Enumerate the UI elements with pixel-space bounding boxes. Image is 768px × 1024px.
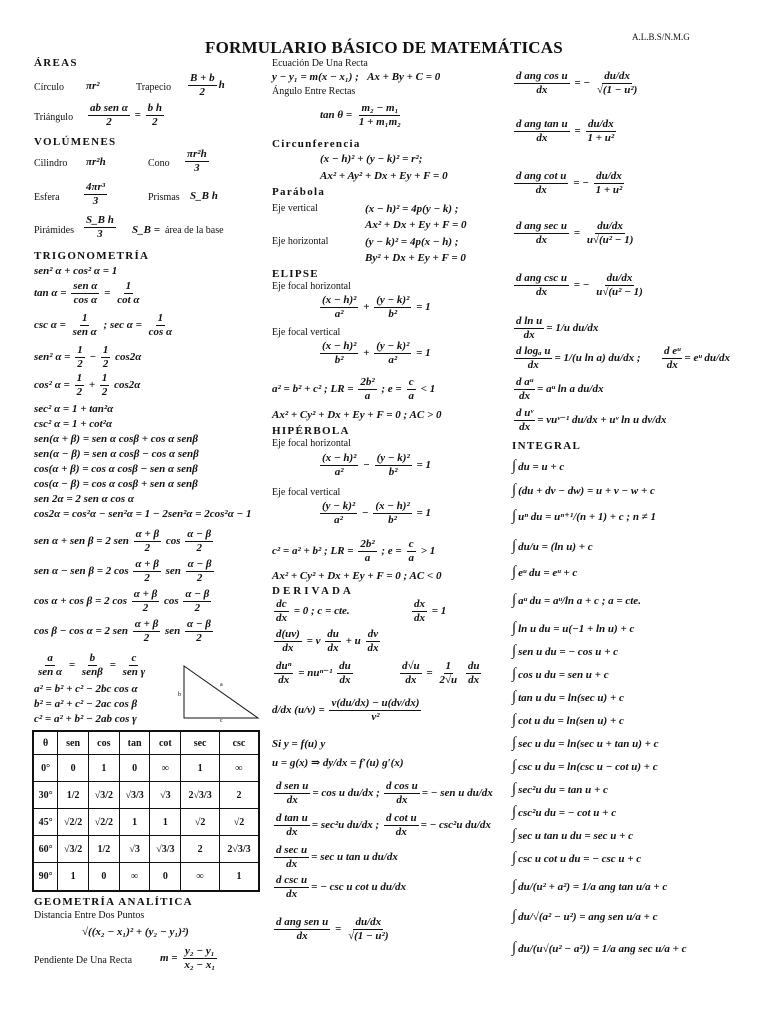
table-header-cell: csc bbox=[219, 731, 259, 755]
angle-between-lines-label: Ángulo Entre Rectas bbox=[272, 86, 356, 97]
line-equation-label: Ecuación De Una Recta bbox=[272, 58, 368, 69]
trig-sum-to-product-1: sen α + sen β = 2 sen $\frac{\alpha + \beta}{2}$ cos $\frac{\alpha - \beta}{2}$ bbox=[34, 528, 212, 554]
parabola-vertical-eq1: (x − h)² = 4p(y − k) ; bbox=[365, 203, 459, 215]
parabola-horizontal-label: Eje horizontal bbox=[272, 236, 329, 247]
hyperbola-horizontal-eq: $\frac{\text{(x − h)²}}{\text{a²}}$ − $\frac{\text{(y − k)²}}{\text{b²}}$ = 1 bbox=[322, 452, 432, 478]
cone-label: Cono bbox=[148, 158, 170, 169]
triangle-formula: $\frac{\text{ab sen α}}{2}$ = $\frac{\text{b h}}{2}$ bbox=[90, 102, 163, 128]
trig-sen-diff: sen(α − β) = sen α cosβ − cos α senβ bbox=[34, 448, 199, 460]
table-cell: 2 bbox=[181, 836, 220, 863]
parabola-vertical-eq2: Ax² + Dx + Ey + F = 0 bbox=[365, 219, 467, 231]
integral-formula-text: tan u du = ln(sec u) + c bbox=[518, 692, 624, 704]
integral-formula bbox=[512, 689, 624, 706]
volumes-heading: VOLÚMENES bbox=[34, 136, 117, 148]
integral-formula bbox=[512, 592, 641, 609]
integral-formula-text: sec²u du = tan u + c bbox=[518, 784, 608, 796]
integral-sign-icon: ∫ bbox=[512, 712, 517, 728]
integral-formula bbox=[512, 564, 577, 581]
trig-cos-diff: cos(α − β) = cos α cosβ + sen α senβ bbox=[34, 478, 198, 490]
integral-formula bbox=[512, 620, 634, 637]
sb-description: área de la base bbox=[165, 225, 224, 236]
areas-heading: ÁREAS bbox=[34, 57, 78, 69]
integral-formula-text: cot u du = ln(sen u) + c bbox=[518, 715, 624, 727]
derivative-identity: $\frac{dx}{dx}$ = 1 bbox=[414, 598, 447, 624]
law-of-cosines-c: c² = a² + b² − 2ab cos γ bbox=[34, 713, 137, 725]
integral-formula-text: cos u du = sen u + c bbox=[518, 669, 609, 681]
ellipse-horizontal-label: Eje focal horizontal bbox=[272, 281, 351, 292]
table-row bbox=[33, 782, 259, 809]
integral-formula bbox=[512, 666, 609, 683]
derivative-cos: $\frac{\text{d cos u}}{dx}$ = − sen u du/dx bbox=[386, 780, 493, 806]
trig-sen2-half: sen² α = $\frac{1}{2}$ − $\frac{1}{2}$ cos2α bbox=[34, 344, 142, 370]
hyperbola-vertical-label: Eje focal vertical bbox=[272, 487, 341, 498]
integral-formula-text: du/(u² + a²) = 1/a ang tan u/a + c bbox=[518, 881, 668, 893]
integral-formula-text: uⁿ du = uⁿ⁺¹/(n + 1) + c ; n ≠ 1 bbox=[518, 511, 656, 523]
derivative-arccos: $\frac{\text{d ang cos u}}{dx}$ = − $\frac{du/dx}{\text{√(1 − u²)}}$ bbox=[516, 70, 638, 96]
chain-rule-line2: u = g(x) ⇒ dy/dx = f′(u) g′(x) bbox=[272, 757, 404, 769]
distance-label: Distancia Entre Dos Puntos bbox=[34, 910, 145, 921]
integral-sign-icon: ∫ bbox=[512, 758, 517, 774]
trig-identity-pythag: sen² α + cos² α = 1 bbox=[34, 265, 118, 277]
table-cell: √2/2 bbox=[88, 809, 119, 836]
table-row bbox=[33, 809, 259, 836]
integral-formula-text: sec u du = ln(sec u + tan u) + c bbox=[518, 738, 659, 750]
trig-csc-sec-def: csc α = $\frac{1}{\text{sen α}}$ ; sec α = $\frac{1}{\text{cos α}}$ bbox=[34, 312, 173, 338]
integral-sign-icon: ∫ bbox=[512, 592, 517, 608]
integral-sign-icon: ∫ bbox=[512, 781, 517, 797]
trig-csc2: csc² α = 1 + cot²α bbox=[34, 418, 113, 430]
derivative-power: $\frac{\text{duⁿ}}{dx}$ = nuⁿ⁻¹ $\frac{du}{dx}$ bbox=[276, 660, 351, 686]
trig-sec2: sec² α = 1 + tan²α bbox=[34, 403, 114, 415]
line-equation: y − y₁ = m(x − x₁) ; Ax + By + C = 0 bbox=[272, 71, 441, 83]
table-row bbox=[33, 755, 259, 782]
table-header-cell: θ bbox=[33, 731, 58, 755]
integral-sign-icon: ∫ bbox=[512, 620, 517, 636]
table-header-cell: sec bbox=[181, 731, 220, 755]
table-header-cell: sen bbox=[58, 731, 89, 755]
sphere-formula: $\frac{\text{4πr³}}{3}$ bbox=[86, 181, 106, 207]
integral-sign-icon: ∫ bbox=[512, 878, 517, 894]
law-of-cosines-b: b² = a² + c² − 2ac cos β bbox=[34, 698, 138, 710]
table-cell: 0° bbox=[33, 755, 58, 782]
page-title: FORMULARIO BÁSICO DE MATEMÁTICAS bbox=[205, 38, 563, 57]
svg-text:a: a bbox=[220, 682, 223, 688]
integral-sign-icon: ∫ bbox=[512, 689, 517, 705]
integral-formula-text: du/(u√(u² − a²)) = 1/a ang sec u/a + c bbox=[518, 943, 687, 955]
integral-sign-icon: ∫ bbox=[512, 538, 517, 554]
table-row bbox=[33, 863, 259, 891]
derivative-arcsec: $\frac{\text{d ang sec u}}{dx}$ = $\frac{du/dx}{\text{u√(u² − 1)}}$ bbox=[516, 220, 634, 246]
table-cell: 1/2 bbox=[58, 782, 89, 809]
trapezoid-formula: $\frac{B + b}{2}$ h bbox=[190, 72, 225, 98]
table-cell: 2√3/3 bbox=[219, 836, 259, 863]
angle-between-lines-formula: tan θ = $\frac{\text{m₂ − m₁}}{\text{1 + m₁m₂}}$ bbox=[320, 102, 401, 128]
hyperbola-heading: HIPÉRBOLA bbox=[272, 425, 350, 437]
derivative-quotient: d/dx (u/v) = $\frac{v(du/dx) - u(dv/dx)}{\text{v²}}$ bbox=[272, 697, 420, 723]
integral-formula bbox=[512, 940, 687, 957]
table-cell: √3/3 bbox=[119, 782, 150, 809]
prism-label: Prismas bbox=[148, 192, 180, 203]
table-cell: 1 bbox=[88, 755, 119, 782]
integral-sign-icon: ∫ bbox=[512, 908, 517, 924]
circle-std-eq: (x − h)² + (y − k)² = r²; bbox=[320, 153, 423, 165]
table-cell: 60° bbox=[33, 836, 58, 863]
integral-formula-text: sec u tan u du = sec u + c bbox=[518, 830, 634, 842]
derivative-heading: DERIVADA bbox=[272, 585, 354, 597]
ellipse-vertical-label: Eje focal vertical bbox=[272, 327, 341, 338]
table-cell: 1 bbox=[119, 809, 150, 836]
table-cell: 45° bbox=[33, 809, 58, 836]
cylinder-formula: πr²h bbox=[86, 156, 106, 168]
distance-formula: √((x₂ − x₁)² + (y₂ − y₁)²) bbox=[82, 926, 189, 938]
integral-formula bbox=[512, 538, 593, 555]
integral-formula bbox=[512, 712, 624, 729]
sb-symbol: S_B = bbox=[132, 224, 160, 236]
integral-formula bbox=[512, 735, 659, 752]
integral-formula bbox=[512, 878, 667, 895]
chain-rule-line1: Si y = f(u) y bbox=[272, 738, 326, 750]
trapezoid-label: Trapecio bbox=[136, 82, 172, 93]
trig-sum-to-product-4: cos β − cos α = 2 sen $\frac{\alpha + \beta}{2}$ sen $\frac{\alpha - \beta}{2}$ bbox=[34, 618, 211, 644]
integral-formula-text: csc u du = ln(csc u − cot u) + c bbox=[518, 761, 658, 773]
law-of-sines: $\frac{a}{\text{sen α}}$ = $\frac{b}{\text{senβ}}$ = $\frac{c}{\text{sen γ}}$ bbox=[38, 652, 146, 678]
derivative-exp: $\frac{\text{d eᵘ}}{dx}$ = eᵘ du/dx bbox=[664, 345, 731, 371]
trig-sum-to-product-2: sen α − sen β = 2 cos $\frac{\alpha + \beta}{2}$ sen $\frac{\alpha - \beta}{2}$ bbox=[34, 558, 212, 584]
table-cell: 1 bbox=[58, 863, 89, 891]
hyperbola-horizontal-label: Eje focal horizontal bbox=[272, 438, 351, 449]
hyperbola-general-eq: Ax² + Cy² + Dx + Ey + F = 0 ; AC < 0 bbox=[272, 570, 442, 582]
table-cell: √3 bbox=[119, 836, 150, 863]
integral-sign-icon: ∫ bbox=[512, 666, 517, 682]
trig-cos-sum: cos(α + β) = cos α cosβ − sen α senβ bbox=[34, 463, 198, 475]
trig-heading: TRIGONOMETRÍA bbox=[34, 250, 150, 262]
trig-cos2-half: cos² α = $\frac{1}{2}$ + $\frac{1}{2}$ cos2α bbox=[34, 372, 141, 398]
circle-label: Círculo bbox=[34, 82, 64, 93]
integral-formula-text: csc u cot u du = − csc u + c bbox=[518, 853, 642, 865]
table-cell: 0 bbox=[88, 863, 119, 891]
integral-sign-icon: ∫ bbox=[512, 508, 517, 524]
integral-sign-icon: ∫ bbox=[512, 850, 517, 866]
svg-text:c: c bbox=[220, 718, 223, 724]
law-of-cosines-a: a² = b² + c² − 2bc cos α bbox=[34, 683, 138, 695]
derivative-ln: $\frac{\text{d ln u}}{dx}$ = 1/u du/dx bbox=[516, 315, 599, 341]
derivative-constant: $\frac{dc}{dx}$ = 0 ; c = cte. bbox=[276, 598, 350, 624]
derivative-csc: $\frac{\text{d csc u}}{dx}$ = − csc u cot u du/dx bbox=[276, 874, 406, 900]
integral-sign-icon: ∫ bbox=[512, 482, 517, 498]
circle-heading: Circunferencia bbox=[272, 138, 361, 150]
integral-formula bbox=[512, 482, 655, 499]
derivative-sqrt: $\frac{d√u}{dx}$ = $\frac{1}{2√u}$ $\frac{du}{dx}$ bbox=[402, 660, 480, 686]
integral-formula-text: (du + dv − dw) = u + v − w + c bbox=[518, 485, 655, 497]
derivative-product: $\frac{d(uv)}{dx}$ = v $\frac{du}{dx}$ + u $\frac{dv}{dx}$ bbox=[276, 628, 379, 654]
table-cell: √2 bbox=[181, 809, 220, 836]
slope-formula: m = $\frac{\text{y₂ − y₁}}{\text{x₂ − x₁}}$ bbox=[160, 945, 216, 971]
integral-sign-icon: ∫ bbox=[512, 564, 517, 580]
svg-text:b: b bbox=[178, 692, 181, 698]
trig-cos-double: cos2α = cos²α − sen²α = 1 − 2sen²α = 2cos²α − 1 bbox=[34, 508, 252, 520]
integral-formula-text: eᵘ du = eᵘ + c bbox=[518, 567, 578, 579]
hyperbola-vertical-eq: $\frac{\text{(y − k)²}}{\text{a²}}$ − $\frac{\text{(x − h)²}}{\text{b²}}$ = 1 bbox=[322, 500, 432, 526]
integral-formula-text: du = u + c bbox=[518, 461, 565, 473]
circle-formula: πr² bbox=[86, 80, 100, 92]
derivative-sen: $\frac{\text{d sen u}}{dx}$ = cos u du/dx ; bbox=[276, 780, 380, 806]
table-cell: √3/2 bbox=[58, 836, 89, 863]
sphere-label: Esfera bbox=[34, 192, 60, 203]
circle-general-eq: Ax² + Ay² + Dx + Ey + F = 0 bbox=[320, 170, 448, 182]
derivative-sec: $\frac{\text{d sec u}}{dx}$ = sec u tan u du/dx bbox=[276, 844, 398, 870]
integral-sign-icon: ∫ bbox=[512, 827, 517, 843]
trig-sen-sum: sen(α + β) = sen α cosβ + cos α senβ bbox=[34, 433, 198, 445]
table-cell: 30° bbox=[33, 782, 58, 809]
ellipse-heading: ELIPSE bbox=[272, 268, 319, 280]
integral-formula-text: csc²u du = − cot u + c bbox=[518, 807, 617, 819]
derivative-log: $\frac{\text{d logₐ u}}{dx}$ = 1/(u ln a) du/dx ; bbox=[516, 345, 641, 371]
cylinder-label: Cilindro bbox=[34, 158, 68, 169]
table-cell: √2/2 bbox=[58, 809, 89, 836]
analytic-heading: GEOMETRÍA ANALÍTICA bbox=[34, 896, 193, 908]
triangle-diagram bbox=[180, 662, 262, 722]
integral-formula-text: sen u du = − cos u + c bbox=[518, 646, 618, 658]
trig-sum-to-product-3: cos α + cos β = 2 cos $\frac{\alpha + \beta}{2}$ cos $\frac{\alpha - \beta}{2}$ bbox=[34, 588, 210, 614]
integral-sign-icon: ∫ bbox=[512, 735, 517, 751]
trig-values-table bbox=[32, 730, 260, 892]
derivative-arccot: $\frac{\text{d ang cot u}}{dx}$ = − $\frac{du/dx}{\text{1 + u²}}$ bbox=[516, 170, 623, 196]
table-cell: ∞ bbox=[150, 755, 181, 782]
derivative-tan: $\frac{\text{d tan u}}{dx}$ = sec²u du/dx ; bbox=[276, 812, 380, 838]
derivative-a-exp: $\frac{\text{d aᵘ}}{dx}$ = aᵘ ln a du/dx bbox=[516, 376, 604, 402]
integral-formula-text: ln u du = u(−1 + ln u) + c bbox=[518, 623, 635, 635]
table-cell: 0 bbox=[58, 755, 89, 782]
integral-heading: INTEGRAL bbox=[512, 440, 582, 452]
table-cell: 2√3/3 bbox=[181, 782, 220, 809]
derivative-arctan: $\frac{\text{d ang tan u}}{dx}$ = $\frac{du/dx}{\text{1 + u²}}$ bbox=[516, 118, 615, 144]
integral-formula bbox=[512, 643, 618, 660]
integral-sign-icon: ∫ bbox=[512, 643, 517, 659]
hyperbola-relation: c² = a² + b² ; LR = $\frac{\text{2b²}}{a}$ ; e = $\frac{c}{a}$ > 1 bbox=[272, 538, 436, 564]
table-cell: √3/2 bbox=[88, 782, 119, 809]
integral-formula-text: du/u = (ln u) + c bbox=[518, 541, 593, 553]
table-cell: ∞ bbox=[219, 755, 259, 782]
ellipse-relation: a² = b² + c² ; LR = $\frac{\text{2b²}}{a}$ ; e = $\frac{c}{a}$ < 1 bbox=[272, 376, 436, 402]
table-header-cell: tan bbox=[119, 731, 150, 755]
prism-formula: S_B h bbox=[190, 190, 218, 202]
table-cell: 90° bbox=[33, 863, 58, 891]
integral-sign-icon: ∫ bbox=[512, 804, 517, 820]
triangle-label: Triángulo bbox=[34, 112, 74, 123]
table-cell: 1 bbox=[181, 755, 220, 782]
author-initials: A.L.B.S/N.M.G bbox=[632, 32, 690, 42]
table-cell: ∞ bbox=[181, 863, 220, 891]
derivative-arccsc: $\frac{\text{d ang csc u}}{dx}$ = − $\frac{du/dx}{\text{u√(u² − 1)}}$ bbox=[516, 272, 643, 298]
table-header-row bbox=[33, 731, 259, 755]
pyramid-label: Pirámides bbox=[34, 225, 74, 236]
parabola-heading: Parábola bbox=[272, 186, 326, 198]
table-cell: 1 bbox=[150, 809, 181, 836]
integral-formula bbox=[512, 508, 656, 525]
integral-formula-text: du/√(a² − u²) = ang sen u/a + c bbox=[518, 911, 658, 923]
integral-formula bbox=[512, 758, 658, 775]
integral-sign-icon: ∫ bbox=[512, 458, 517, 474]
table-cell: ∞ bbox=[119, 863, 150, 891]
integral-formula bbox=[512, 781, 608, 798]
table-cell: 1/2 bbox=[88, 836, 119, 863]
derivative-u-pow-v: $\frac{\text{d uᵛ}}{dx}$ = vuᵛ⁻¹ du/dx + uᵛ ln u dv/dx bbox=[516, 407, 667, 433]
table-header-cell: cot bbox=[150, 731, 181, 755]
integral-formula bbox=[512, 850, 641, 867]
integral-formula bbox=[512, 458, 564, 475]
integral-sign-icon: ∫ bbox=[512, 940, 517, 956]
table-cell: √2 bbox=[219, 809, 259, 836]
table-cell: 1 bbox=[219, 863, 259, 891]
table-cell: √3 bbox=[150, 782, 181, 809]
integral-formula-text: aᵘ du = aᵘ/ln a + c ; a = cte. bbox=[518, 595, 641, 607]
trig-tan-def: tan α = $\frac{\text{sen α}}{\text{cos α}}$ = $\frac{1}{\text{cot α}}$ bbox=[34, 280, 140, 306]
table-row bbox=[33, 836, 259, 863]
slope-label: Pendiente De Una Recta bbox=[34, 955, 133, 966]
derivative-arcsen: $\frac{\text{d ang sen u}}{dx}$ = $\frac{du/dx}{\text{√(1 − u²)}}$ bbox=[276, 916, 389, 942]
table-cell: 0 bbox=[150, 863, 181, 891]
derivative-cot: $\frac{\text{d cot u}}{dx}$ = − csc²u du/dx bbox=[386, 812, 491, 838]
trig-sen-double: sen 2α = 2 sen α cos α bbox=[34, 493, 134, 505]
table-cell: 2 bbox=[219, 782, 259, 809]
parabola-vertical-label: Eje vertical bbox=[272, 203, 318, 214]
integral-formula bbox=[512, 827, 633, 844]
integral-formula bbox=[512, 804, 616, 821]
table-cell: √3/3 bbox=[150, 836, 181, 863]
pyramid-formula: $\frac{\text{S\_B h}}{3}$ bbox=[86, 214, 114, 240]
integral-formula bbox=[512, 908, 658, 925]
ellipse-vertical-eq: $\frac{\text{(x − h)²}}{\text{b²}}$ + $\frac{\text{(y − k)²}}{\text{a²}}$ = 1 bbox=[322, 340, 431, 366]
parabola-horizontal-eq2: By² + Dx + Ey + F = 0 bbox=[365, 252, 466, 264]
table-cell: 0 bbox=[119, 755, 150, 782]
table-header-cell: cos bbox=[88, 731, 119, 755]
parabola-horizontal-eq1: (y − k)² = 4p(x − h) ; bbox=[365, 236, 459, 248]
ellipse-horizontal-eq: $\frac{\text{(x − h)²}}{\text{a²}}$ + $\frac{\text{(y − k)²}}{\text{b²}}$ = 1 bbox=[322, 294, 431, 320]
ellipse-general-eq: Ax² + Cy² + Dx + Ey + F = 0 ; AC > 0 bbox=[272, 409, 442, 421]
cone-formula: $\frac{\text{πr²h}}{3}$ bbox=[187, 148, 207, 174]
